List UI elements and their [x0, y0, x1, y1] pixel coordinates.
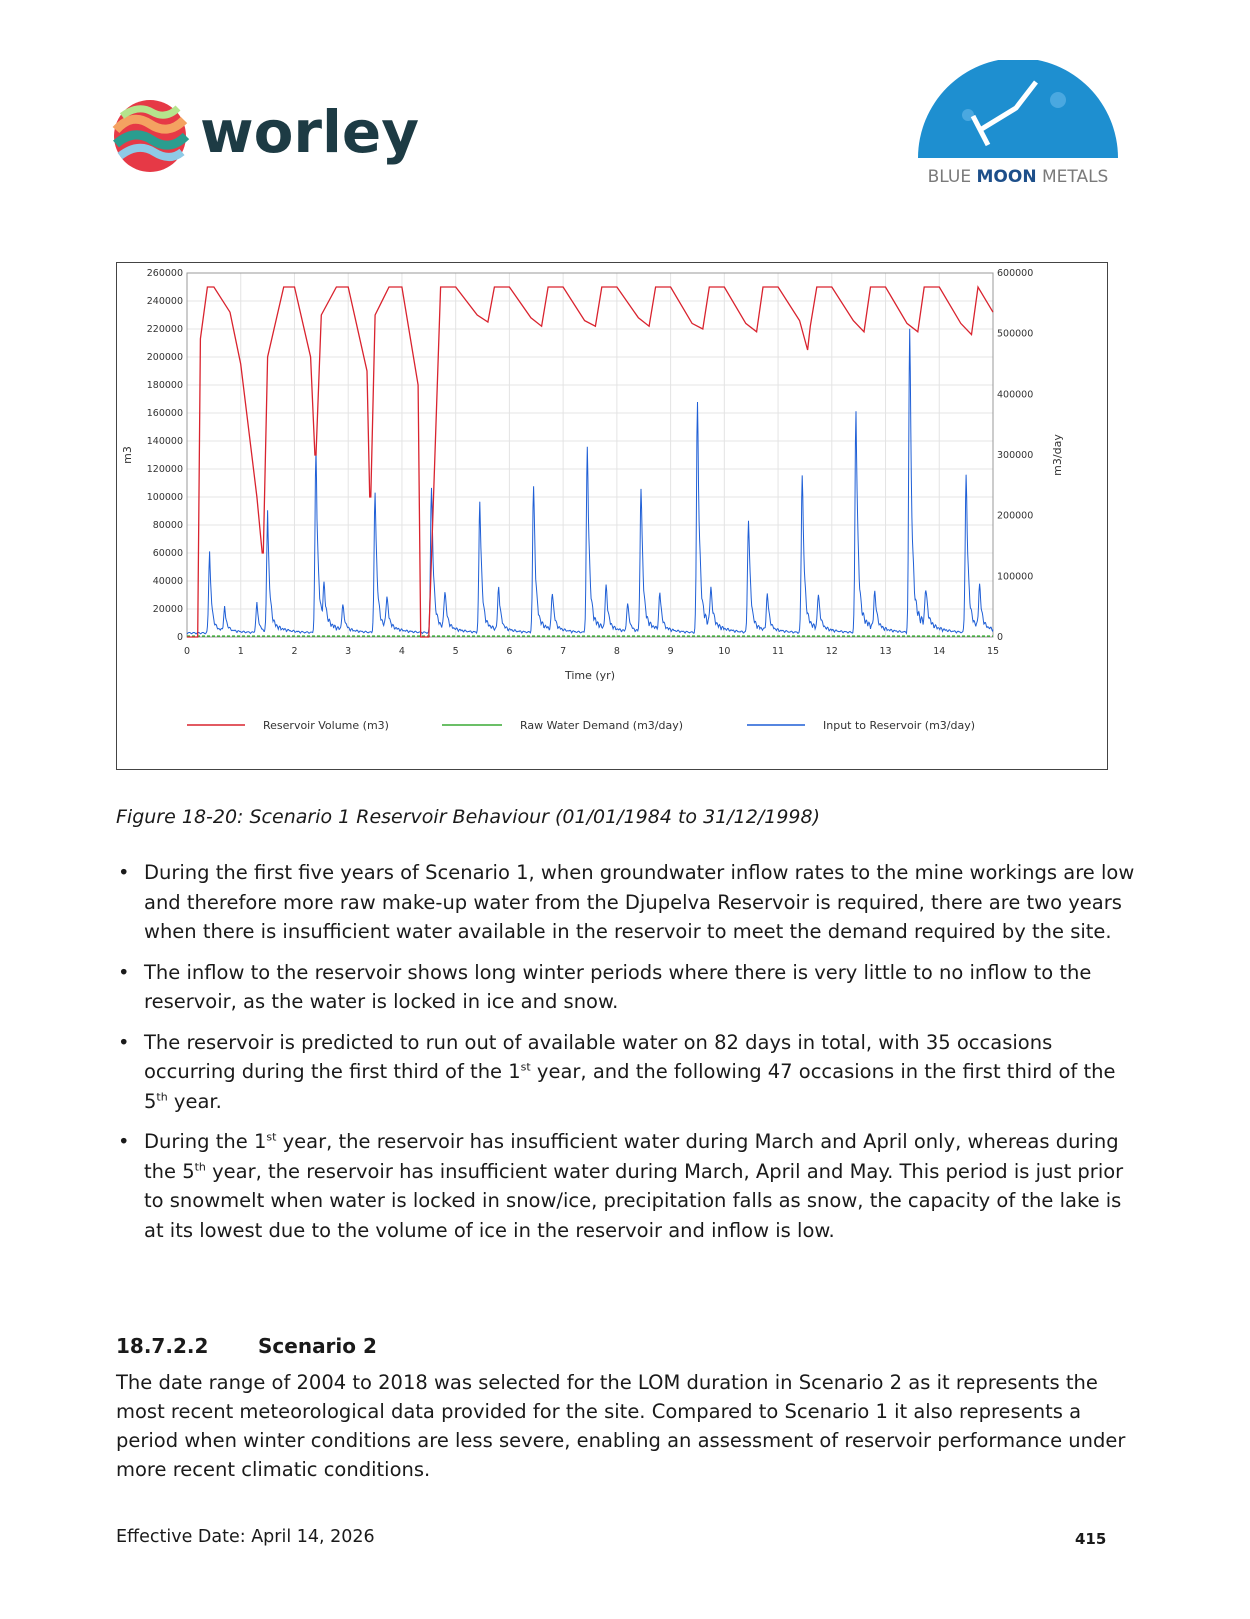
x-tick-label: 5	[452, 646, 459, 657]
x-tick-label: 13	[879, 646, 892, 657]
x-tick-label: 4	[398, 646, 405, 657]
section-paragraph: The date range of 2004 to 2018 was selected for the LOM duration in Scenario 2 as it represents the most recent meteorological data provided for the site. Compared to Scenario 1 it also represents a period when winter conditions are less severe, enabling an assessment of reservoir performance under more recent climatic conditions.	[116, 1371, 1126, 1481]
x-tick-label: 9	[667, 646, 674, 657]
bullet-list	[116, 858, 1136, 1256]
svg-text:worley: worley	[200, 98, 420, 166]
y-right-axis-label: m3/day	[1051, 434, 1064, 476]
reservoir-chart	[116, 262, 1108, 770]
chart-svg	[117, 263, 1107, 769]
x-tick-label: 7	[560, 646, 567, 657]
y-left-tick-label: 220000	[146, 324, 183, 335]
legend-label: Input to Reservoir (m3/day)	[823, 719, 976, 732]
x-tick-label: 12	[825, 646, 838, 657]
y-left-tick-label: 180000	[146, 380, 183, 391]
y-left-axis-label: m3	[121, 446, 134, 464]
y-left-tick-label: 20000	[152, 604, 183, 615]
legend-label: Reservoir Volume (m3)	[263, 719, 389, 732]
bullet-2: • The inflow to the reservoir shows long winter periods where there is very little to no inflow to the reservoir, as the water is locked in ice and snow.	[116, 958, 1136, 1017]
figure-caption: Figure 18-20: Scenario 1 Reservoir Behaviour (01/01/1984 to 31/12/1998)	[116, 806, 821, 828]
x-tick-label: 6	[506, 646, 513, 657]
x-tick-label: 8	[613, 646, 620, 657]
y-right-tick-label: 0	[997, 632, 1004, 643]
bullet-1: • During the first five years of Scenario 1, when groundwater inflow rates to the mine workings are low and therefore more raw make-up water from the Djupelva Reservoir is required, there are two years when there is insufficient water available in the reservoir to meet the demand required by the site.	[116, 858, 1136, 947]
x-tick-label: 3	[345, 646, 352, 657]
y-left-tick-label: 100000	[146, 492, 183, 503]
y-right-tick-label: 200000	[997, 510, 1034, 522]
x-tick-label: 10	[718, 646, 731, 657]
bullet-4: • During the 1st year, the reservoir has insufficient water during March and April only, whereas during the 5th year, the reservoir has insufficient water during March, April and May. This period is just prior to snowmelt when water is locked in snow/ice, precipitation falls as snow, the capacity of the lake is at its lowest due to the volume of ice in the reservoir and inflow is low.	[116, 1127, 1136, 1245]
y-left-tick-label: 140000	[146, 436, 183, 447]
x-tick-label: 15	[986, 646, 1000, 657]
y-left-tick-label: 120000	[146, 464, 183, 475]
svg-text:BLUE MOON METALS: BLUE MOON METALS	[927, 167, 1109, 187]
y-left-tick-label: 60000	[152, 548, 183, 559]
y-left-tick-label: 260000	[146, 268, 183, 279]
y-right-tick-label: 500000	[997, 328, 1034, 340]
x-tick-label: 1	[237, 646, 244, 657]
y-left-tick-label: 240000	[146, 296, 183, 307]
section-heading	[116, 1334, 377, 1358]
effective-date: Effective Date: April 14, 2026	[116, 1527, 375, 1547]
x-tick-label: 14	[933, 646, 946, 657]
x-tick-label: 2	[291, 646, 298, 657]
worley-swirl-icon	[114, 100, 186, 172]
legend-label: Raw Water Demand (m3/day)	[520, 719, 684, 732]
y-left-tick-label: 0	[176, 632, 183, 643]
y-left-tick-label: 200000	[146, 352, 183, 363]
blue-moon-metals-logo	[908, 60, 1128, 195]
worley-logo	[112, 90, 452, 180]
x-tick-label: 0	[183, 646, 191, 657]
y-left-tick-label: 40000	[152, 576, 183, 587]
x-axis-label: Time (yr)	[564, 669, 616, 682]
y-right-tick-label: 100000	[997, 571, 1034, 583]
y-right-tick-label: 300000	[997, 450, 1034, 461]
section-number: 18.7.2.2	[116, 1334, 209, 1358]
page-number: 415	[1075, 1530, 1107, 1548]
section-title: Scenario 2	[258, 1334, 377, 1358]
y-right-tick-label: 600000	[997, 268, 1034, 279]
x-tick-label: 11	[772, 646, 785, 657]
y-right-tick-label: 400000	[997, 389, 1034, 401]
y-left-tick-label: 80000	[152, 520, 183, 531]
series-input-to-reservoir	[187, 329, 993, 634]
y-left-tick-label: 160000	[146, 408, 183, 419]
bullet-3: • The reservoir is predicted to run out of available water on 82 days in total, with 35 occasions occurring during the first third of the 1st year, and the following 47 occasions in the first third of the 5th year.	[116, 1028, 1136, 1117]
